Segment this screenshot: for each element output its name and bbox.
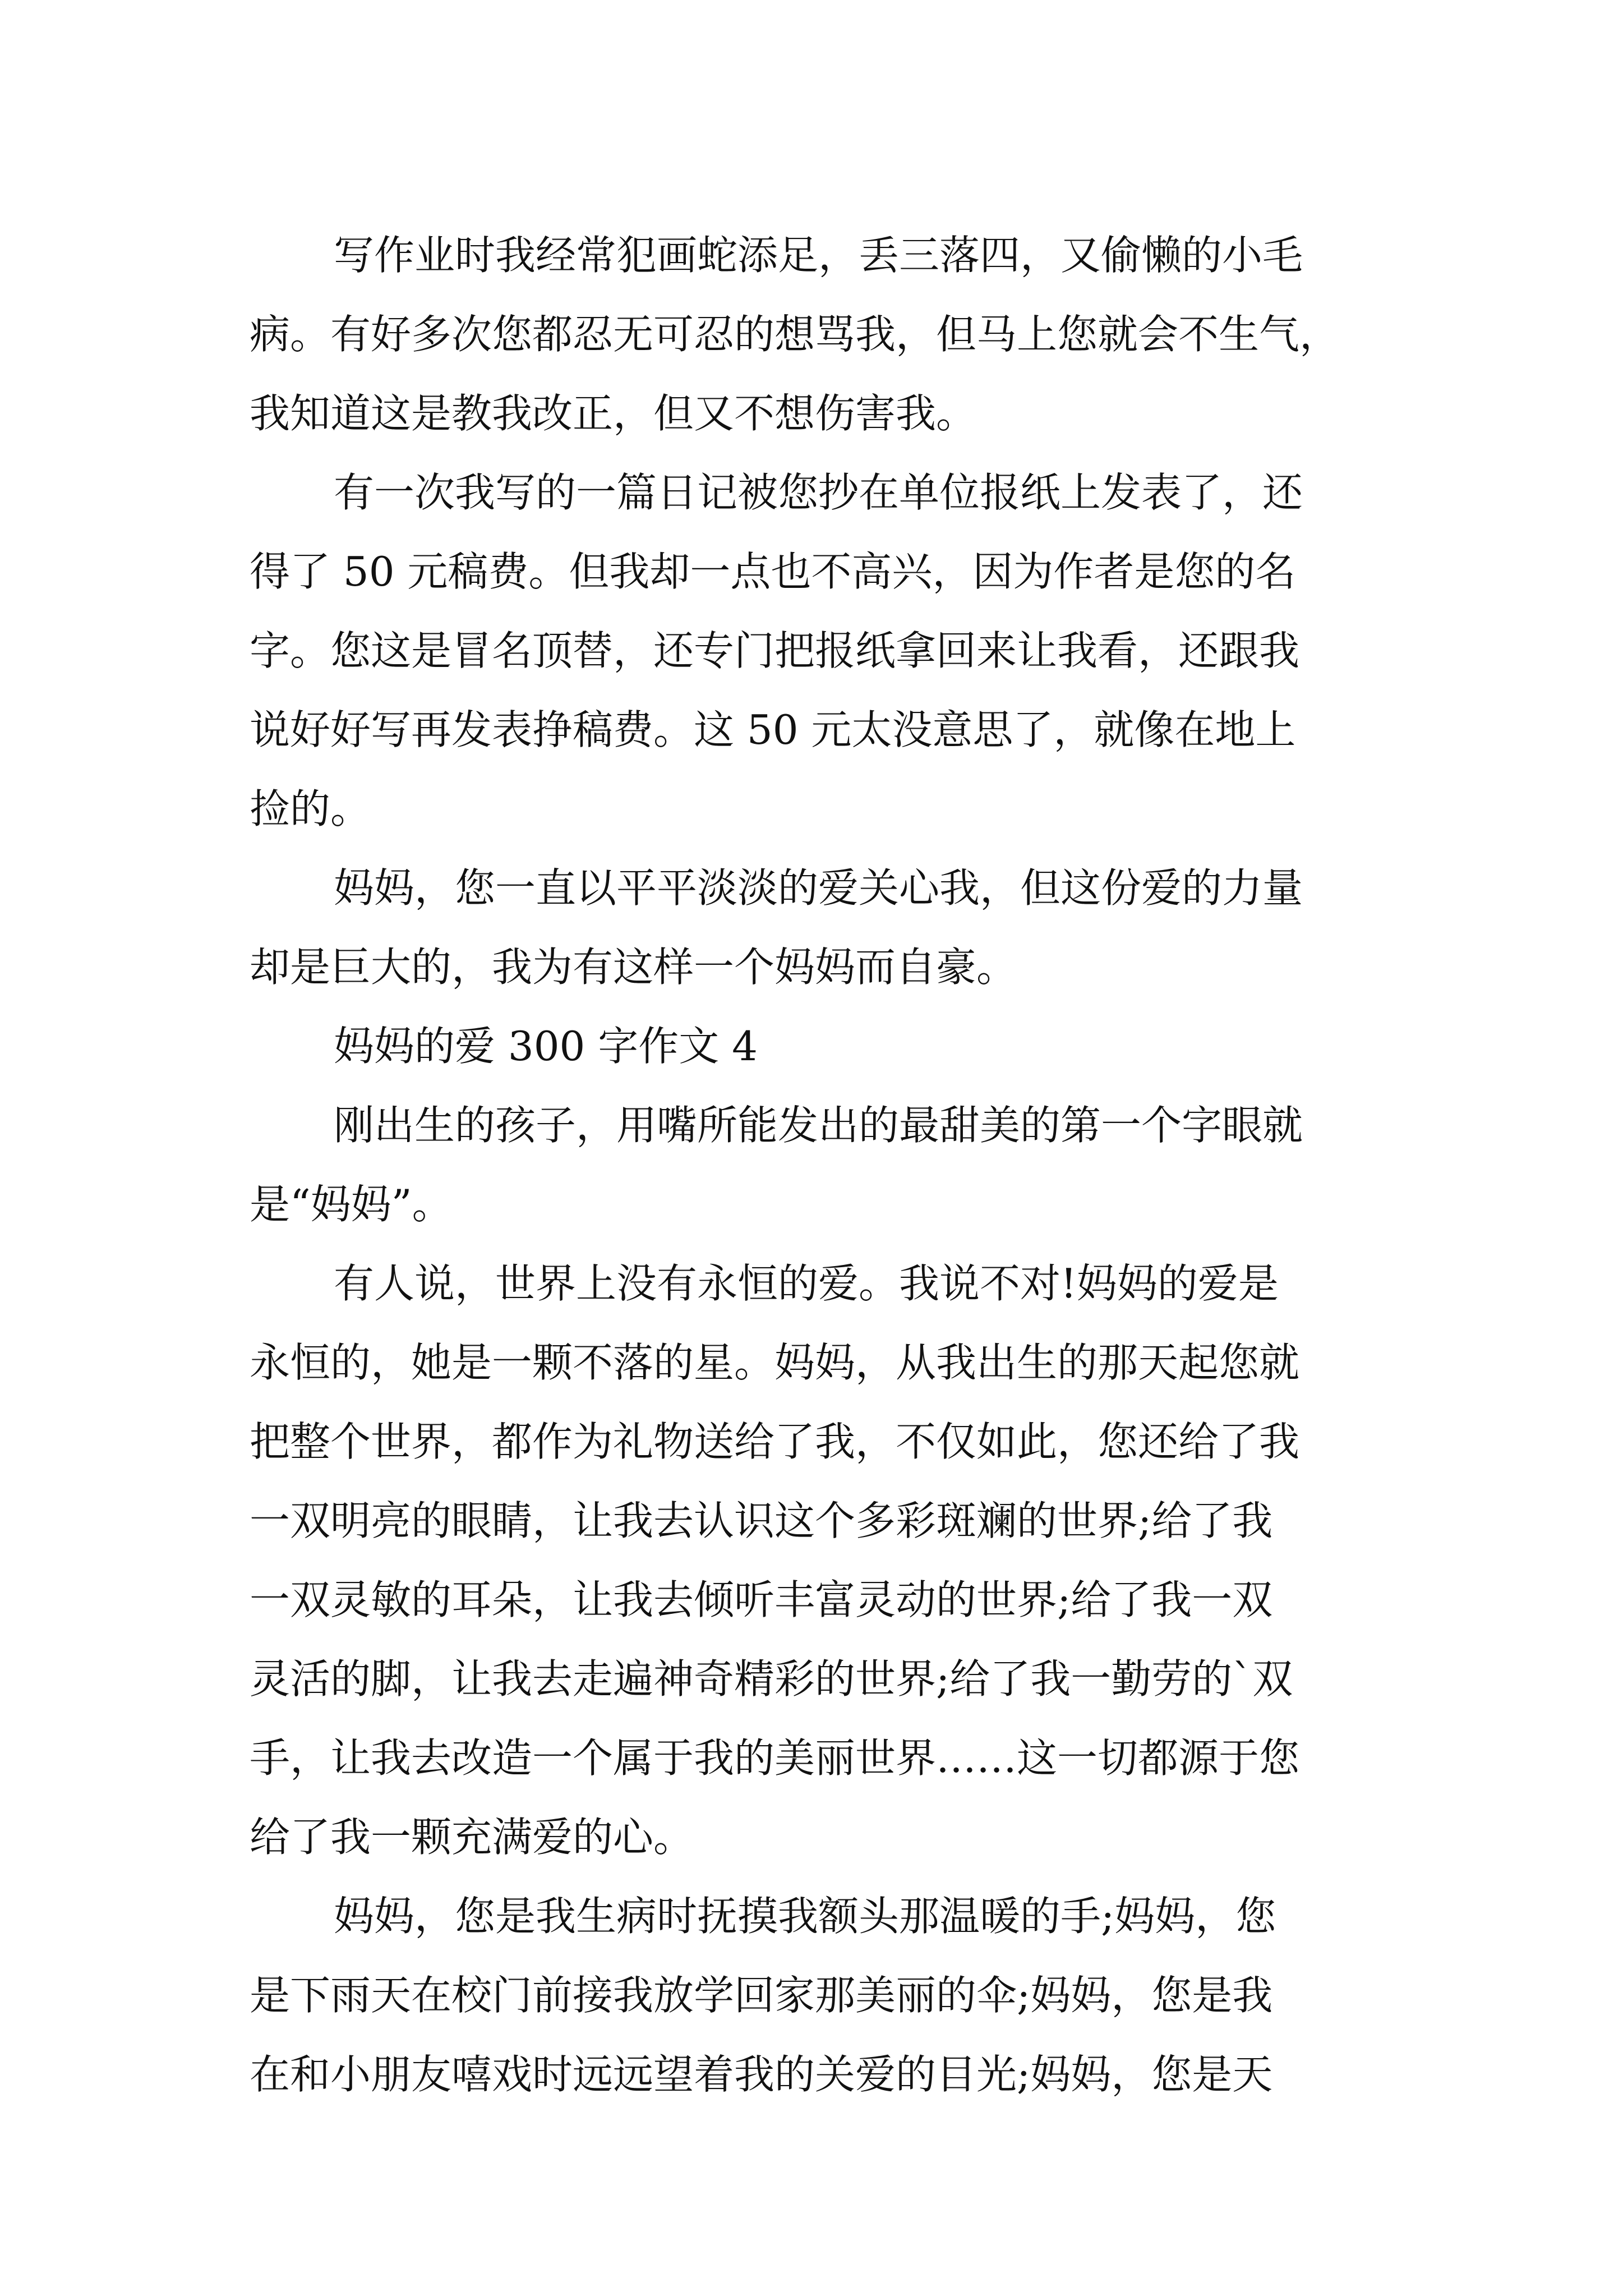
text-line: 是“妈妈”。: [250, 1181, 453, 1228]
text-line: 灵活的脚，让我去走遍神奇精彩的世界;给了我一勤劳的`双: [250, 1655, 1293, 1703]
text-line: 妈妈，您是我生病时抚摸我额头那温暖的手;妈妈，您: [334, 1893, 1276, 1940]
text-line: 手，让我去改造一个属于我的美丽世界……这一切都源于您: [250, 1734, 1300, 1782]
text-line: 永恒的，她是一颗不落的星。妈妈，从我出生的那天起您就: [250, 1339, 1300, 1386]
text-line: 捡的。: [250, 785, 371, 832]
text-line: 却是巨大的，我为有这样一个妈妈而自豪。: [250, 944, 1017, 991]
text-line: 一双灵敏的耳朵，让我去倾听丰富灵动的世界;给了我一双: [250, 1576, 1273, 1623]
document-body: [250, 216, 1388, 2114]
text-line: 我知道这是教我改正，但又不想伤害我。: [250, 390, 977, 437]
text-line: 是下雨天在校门前接我放学回家那美丽的伞;妈妈，您是我: [250, 1972, 1273, 2019]
text-line: 得了 50 元稿费。但我却一点也不高兴，因为作者是您的名: [250, 548, 1296, 595]
text-line: 说好好写再发表挣稿费。这 50 元太没意思了，就像在地上: [250, 706, 1296, 753]
text-line: 刚出生的孩子，用嘴所能发出的最甜美的第一个字眼就: [334, 1102, 1303, 1149]
text-line: 病。有好多次您都忍无可忍的想骂我，但马上您就会不生气，: [250, 311, 1340, 358]
text-line: 有人说，世界上没有永恒的爱。我说不对!妈妈的爱是: [334, 1260, 1279, 1307]
text-line: 一双明亮的眼睛，让我去认识这个多彩斑斓的世界;给了我: [250, 1497, 1273, 1544]
text-line: 写作业时我经常犯画蛇添足，丢三落四，又偷懒的小毛: [334, 232, 1303, 279]
text-line: 妈妈，您一直以平平淡淡的爱关心我，但这份爱的力量: [334, 864, 1303, 912]
text-line: 在和小朋友嘻戏时远远望着我的关爱的目光;妈妈，您是天: [250, 2051, 1273, 2098]
text-line: 字。您这是冒名顶替，还专门把报纸拿回来让我看，还跟我: [250, 627, 1300, 674]
text-line: 把整个世界，都作为礼物送给了我，不仅如此，您还给了我: [250, 1418, 1300, 1465]
text-line: 给了我一颗充满爱的心。: [250, 1814, 694, 1861]
text-line: 妈妈的爱 300 字作文 4: [334, 1023, 758, 1070]
text-line: 有一次我写的一篇日记被您抄在单位报纸上发表了，还: [334, 469, 1303, 516]
